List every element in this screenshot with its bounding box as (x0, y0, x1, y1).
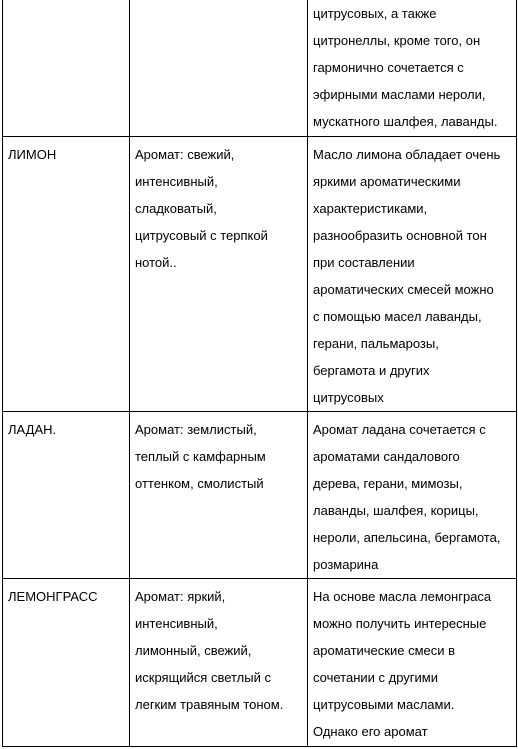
description-line: розмарина (313, 556, 379, 572)
aroma-cell (130, 136, 308, 411)
description-cell (308, 136, 517, 411)
table-row (3, 0, 517, 136)
description-line: На основе масла лемонграса (313, 588, 492, 604)
description-line: герани, пальмарозы, (313, 335, 439, 351)
aroma-line: искрящийся светлый с (135, 669, 271, 685)
aroma-line: цитрусовый с терпкой (135, 227, 268, 243)
description-line: характеристиками, (313, 200, 428, 216)
oil-name: ЛЕМОНГРАСС (8, 588, 98, 604)
aroma-cell (130, 411, 308, 578)
description-line: при составлении (313, 254, 415, 270)
description-cell (308, 578, 517, 746)
description-line: сочетании с другими (313, 669, 438, 685)
description-line: можно получить интересные (313, 615, 487, 631)
oil-name-cell (3, 411, 130, 578)
description-line: эфирными маслами нероли, (313, 87, 486, 102)
description-line: Аромат ладана сочетается с (313, 421, 486, 437)
aroma-line: лимонный, свежий, (135, 642, 252, 658)
description-cell (308, 411, 517, 578)
aroma-line: теплый с камфарным (135, 448, 266, 464)
description-cell (308, 0, 517, 136)
oil-name: ЛАДАН. (8, 421, 57, 437)
description-line: яркими ароматическими (313, 173, 461, 189)
aroma-line: интенсивный, (135, 615, 218, 631)
description-line: Масло лимона обладает очень (313, 146, 501, 162)
description-line: лаванды, шалфея, корицы, (313, 502, 479, 518)
description-line: нероли, апельсина, бергамота, (313, 529, 501, 545)
table-row (3, 136, 517, 411)
essential-oils-table (2, 0, 517, 747)
description-line: цитронеллы, кроме того, он (313, 33, 481, 48)
aroma-line: Аромат: землистый, (135, 421, 257, 437)
description-line: ароматами сандалового (313, 448, 460, 464)
description-line: цитрусовыми маслами. (313, 696, 455, 712)
description-line: гармонично сочетается с (313, 60, 464, 75)
aroma-cell (130, 0, 308, 136)
description-line: разнообразить основной тон (313, 227, 487, 243)
aroma-line: оттенком, смолистый (135, 475, 264, 491)
description-line: дерева, герани, мимозы, (313, 475, 463, 491)
description-line: цитрусовых (313, 389, 384, 405)
description-line: бергамота и других (313, 362, 430, 378)
aroma-line: Аромат: яркий, (135, 588, 226, 604)
oil-name-cell (3, 136, 130, 411)
oil-name-cell (3, 578, 130, 746)
description-line: цитрусовых, а также (313, 6, 437, 21)
table-row (3, 578, 517, 746)
description-line: ароматических смесей можно (313, 281, 494, 297)
description-line: ароматические смеси в (313, 642, 456, 658)
description-line: с помощью масел лаванды, (313, 308, 482, 324)
oil-name: ЛИМОН (8, 146, 57, 162)
aroma-line: Аромат: свежий, (135, 146, 235, 162)
aroma-line: интенсивный, (135, 173, 218, 189)
description-line: Однако его аромат (313, 723, 428, 739)
aroma-line: легким травяным тоном. (135, 696, 284, 712)
oil-name-cell (3, 0, 130, 136)
aroma-cell (130, 578, 308, 746)
aroma-line: сладковатый, (135, 200, 217, 216)
aroma-line: нотой.. (135, 254, 177, 270)
table-row (3, 411, 517, 578)
description-line: мускатного шалфея, лаванды. (313, 114, 498, 129)
